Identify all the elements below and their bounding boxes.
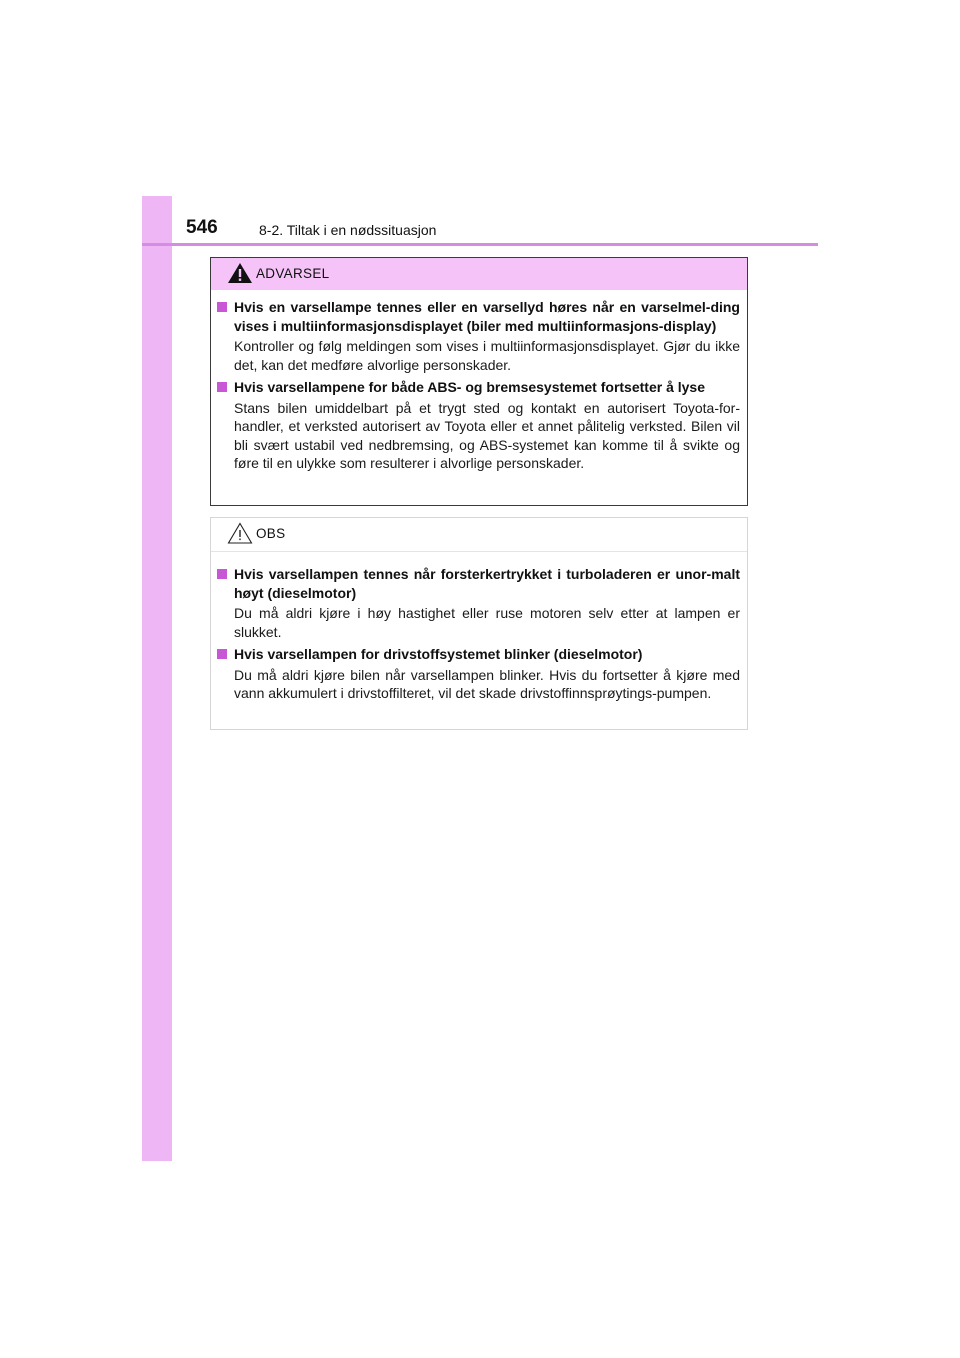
warning-item: [216, 298, 740, 374]
notice-item: [216, 565, 740, 641]
item-heading: [216, 378, 740, 397]
item-text: Du må aldri kjøre i høy hastighet eller ruse motoren selv etter at lampen er slukket.: [234, 605, 740, 640]
notice-label: OBS: [256, 526, 286, 541]
warning-body: [211, 290, 747, 473]
notice-item: [216, 645, 740, 703]
square-bullet-icon: [217, 302, 227, 312]
item-text: Kontroller og følg meldingen som vises i multiinformasjonsdisplayet. Gjør du ikke det, kan det medføre alvorlige personskader.: [234, 338, 740, 373]
item-heading-text: Hvis varsellampene for både ABS- og bremsesystemet fortsetter å lyse: [234, 379, 706, 395]
warning-label: ADVARSEL: [256, 266, 330, 281]
item-text: Du må aldri kjøre bilen når varsellampen blinker. Hvis du fortsetter å kjøre med vann akkumulert i drivstoffilteret, vil det skade drivstoffinnsprøytings-pumpen.: [234, 666, 740, 701]
page-number: 546: [186, 217, 218, 238]
item-text: Stans bilen umiddelbart på et trygt sted og kontakt en autorisert Toyota-for-handler, et verksted autorisert av Toyota eller et annet pålitelig verksted. Bilen vil bli svært ustabil ved nedbremsing, og ABS-systemet kan komme til å svikte og føre til en ulykke som resulterer i alvorlige personskader.: [234, 399, 740, 471]
square-bullet-icon: [217, 382, 227, 392]
notice-box-header: [211, 518, 747, 552]
section-title: 8-2. Tiltak i en nødssituasjon: [259, 222, 437, 238]
warning-item: [216, 378, 740, 473]
item-heading: [216, 298, 740, 335]
square-bullet-icon: [217, 569, 227, 579]
caution-triangle-icon: [227, 522, 253, 544]
item-heading-text: Hvis varsellampen for drivstoffsystemet blinker (dieselmotor): [234, 646, 643, 662]
item-heading-text: Hvis varsellampen tennes når forsterkertrykket i turboladeren er unor-malt høyt (dieselmotor): [234, 566, 740, 601]
square-bullet-icon: [217, 649, 227, 659]
warning-box-header: [211, 258, 747, 290]
item-heading: [216, 645, 740, 664]
warning-triangle-icon: [227, 262, 253, 284]
notice-body: [211, 552, 747, 703]
item-heading-text: Hvis en varsellampe tennes eller en varsellyd høres når en varselmel-ding vises i multiinformasjonsdisplayet (biler med multiinformasjons-display): [234, 299, 740, 334]
header-divider: [142, 243, 818, 246]
item-heading: [216, 565, 740, 602]
warning-box: [210, 257, 748, 506]
side-color-strip: [142, 196, 172, 1161]
notice-box: [210, 517, 748, 730]
